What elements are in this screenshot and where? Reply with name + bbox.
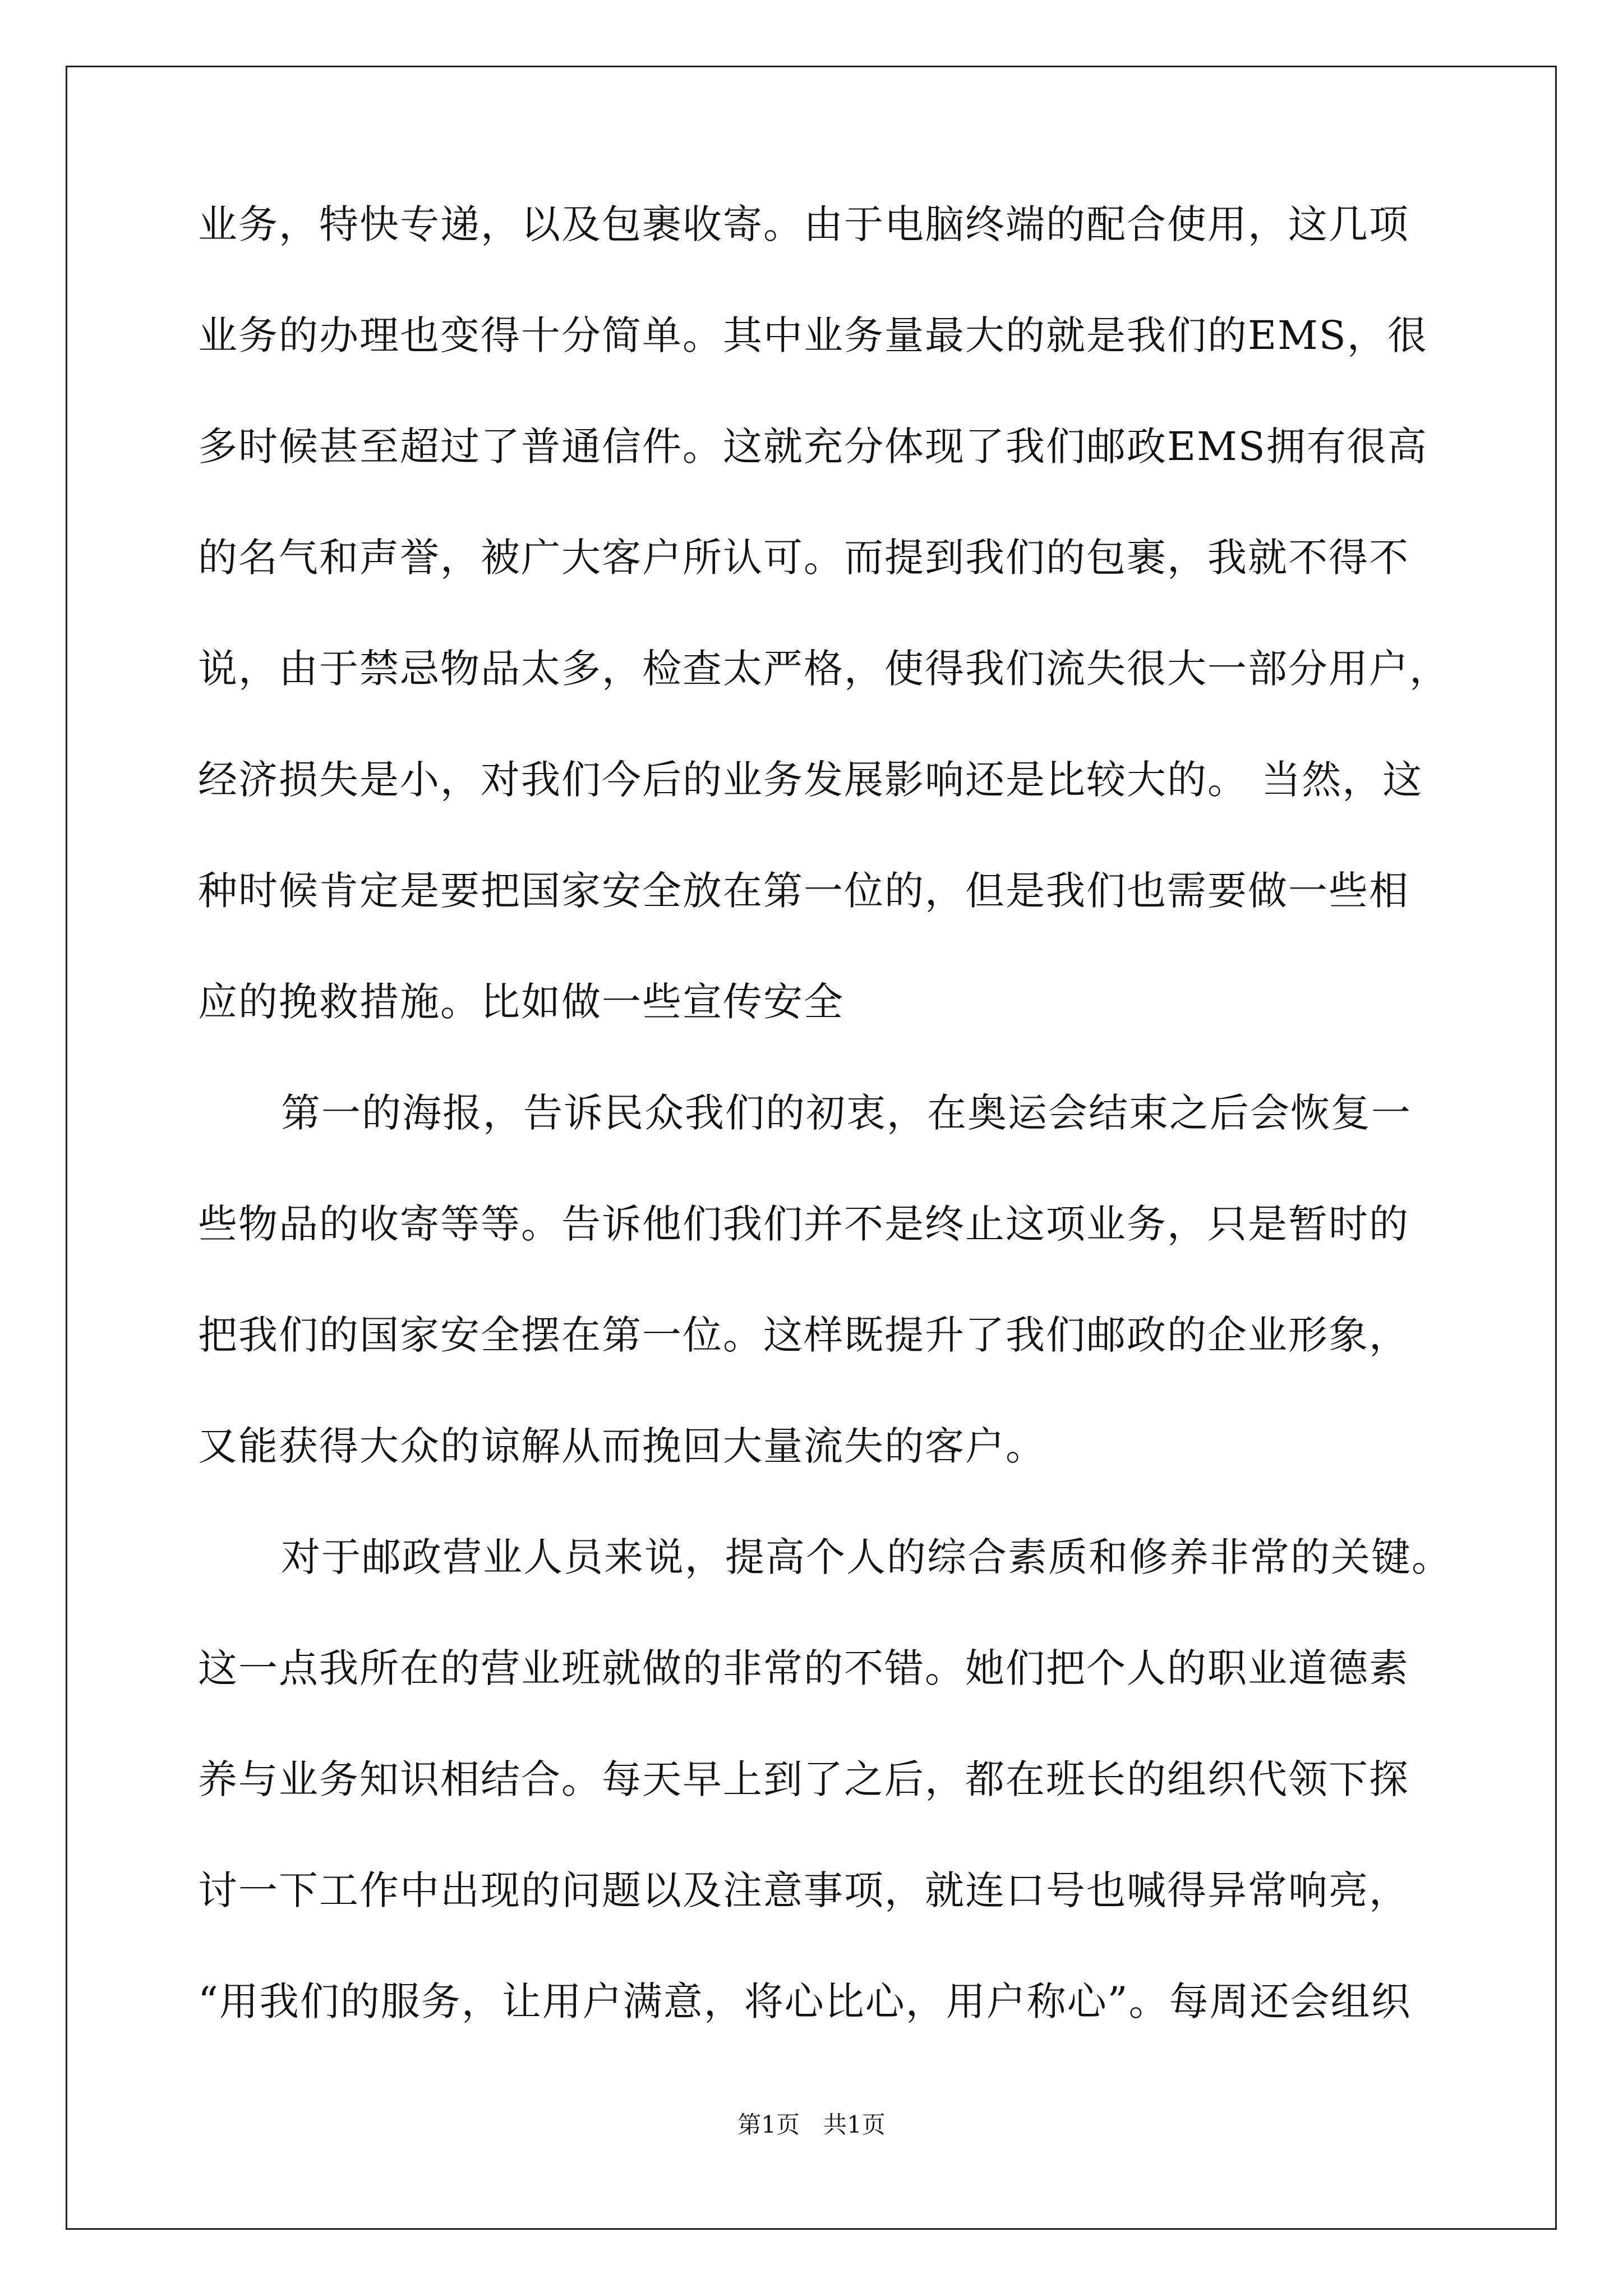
- text-line: 讨一下工作中出现的问题以及注意事项，就连口号也喊得异常响亮，: [198, 1867, 1409, 1913]
- text-line: 养与业务知识相结合。每天早上到了之后，都在班长的组织代领下探: [198, 1756, 1409, 1802]
- text-line: 说，由于禁忌物品太多，检查太严格，使得我们流失很大一部分用户，: [198, 646, 1450, 692]
- text-line: 种时候肯定是要把国家安全放在第一位的，但是我们也需要做一些相: [198, 868, 1409, 914]
- page-footer: 第1页 共1页: [737, 2111, 886, 2138]
- text-line: 业务的办理也变得十分简单。其中业务量最大的就是我们的EMS，很: [198, 312, 1428, 358]
- text-line: “用我们的服务，让用户满意，将心比心，用户称心”。每周还会组织: [198, 1978, 1412, 2024]
- text-line: 的名气和声誉，被广大客户所认可。而提到我们的包裹，我就不得不: [198, 535, 1409, 581]
- paragraph-first-line: 第一的海报，告诉民众我们的初衷，在奥运会结束之后会恢复一: [281, 1090, 1412, 1136]
- text-line: 把我们的国家安全摆在第一位。这样既提升了我们邮政的企业形象，: [198, 1312, 1409, 1358]
- text-line: 这一点我所在的营业班就做的非常的不错。她们把个人的职业道德素: [198, 1645, 1409, 1691]
- text-line: 又能获得大众的谅解从而挽回大量流失的客户。: [198, 1423, 1046, 1469]
- text-line: 业务，特快专递，以及包裹收寄。由于电脑终端的配合使用，这几项: [198, 201, 1409, 247]
- text-line: 多时候甚至超过了普通信件。这就充分体现了我们邮政EMS拥有很高: [198, 424, 1428, 470]
- paragraph-first-line: 对于邮政营业人员来说，提高个人的综合素质和修养非常的关键。: [281, 1534, 1452, 1580]
- text-line: 些物品的收寄等等。告诉他们我们并不是终止这项业务，只是暂时的: [198, 1201, 1409, 1247]
- text-line: 经济损失是小，对我们今后的业务发展影响还是比较大的。 当然，这: [198, 757, 1423, 803]
- text-line: 应的挽救措施。比如做一些宣传安全: [198, 979, 844, 1025]
